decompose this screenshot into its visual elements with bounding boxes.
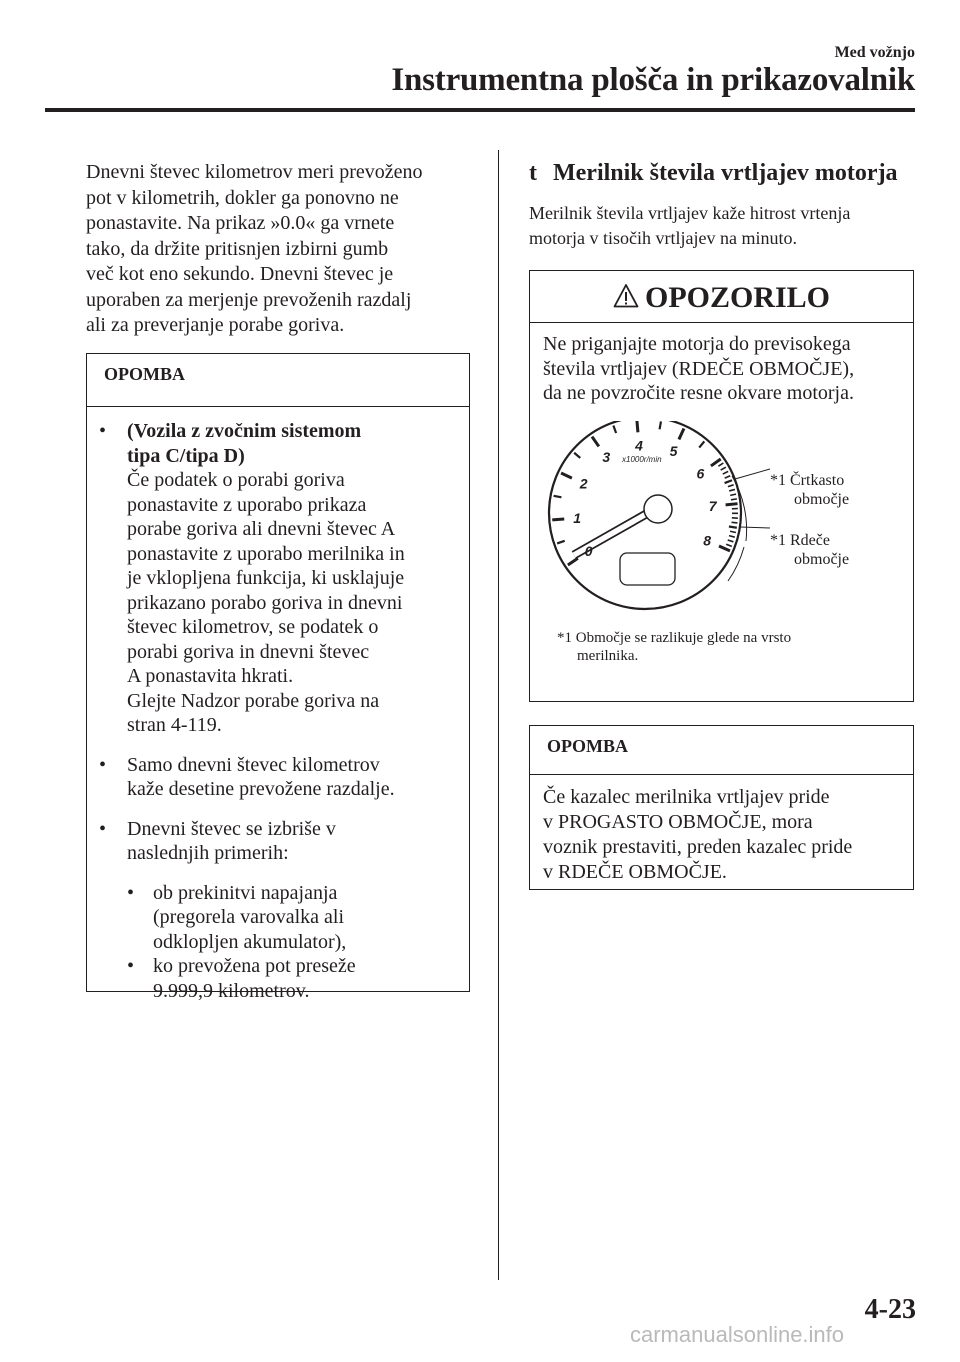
bullet-bold-line: (Vozila z zvočnim sistemom: [127, 420, 362, 442]
tick-mark: [726, 504, 738, 505]
bullet-line: ob prekinitvi napajanja: [153, 881, 338, 904]
note-title: OPOMBA: [104, 364, 185, 384]
gauge-number: 1: [573, 510, 582, 527]
note-sub-bullet: [87, 954, 469, 1003]
text-line: Merilnik števila vrtljajev kaže hitrost vrtenja: [529, 203, 851, 223]
text-line: ali za preverjanje porabe goriva.: [86, 314, 345, 336]
gauge-number: 7: [708, 498, 717, 515]
label-line: *1 Rdeče: [770, 532, 830, 549]
bullet-line: ponastavite z uporabo merilnika in: [127, 542, 405, 565]
bullet-line: 9.999,9 kilometrov.: [153, 979, 310, 1002]
warning-triangle-icon: [613, 283, 639, 309]
tick-mark: [554, 496, 562, 497]
label-line: območje: [794, 491, 850, 508]
footnote-line: *1 Območje se razlikuje glede na vrsto: [557, 630, 792, 646]
bullet-line: A ponastavita hkrati.: [127, 665, 294, 687]
bullet-line: kaže desetine prevožene razdalje.: [127, 778, 395, 800]
bullet-line: ko prevožena pot preseže: [153, 955, 356, 977]
tick-mark: [660, 421, 661, 429]
text-line: motorja v tisočih vrtljajev na minuto.: [529, 228, 797, 248]
tachometer-intro: [529, 201, 919, 251]
chapter-title: Instrumentna plošča in prikazovalnik: [391, 62, 915, 98]
text-line: v RDEČE OBMOČJE.: [543, 861, 727, 883]
label-dashed-zone: [770, 471, 849, 509]
section-title: Med vožnjo: [834, 44, 915, 61]
text-line: ponastavite. Na prikaz »0.0« ga vrnete: [86, 212, 395, 234]
gauge-number: 5: [669, 443, 678, 460]
bullet-line: odklopljen akumulator),: [153, 930, 347, 953]
bullet-line: Če podatek o porabi goriva: [127, 469, 345, 491]
heading-marker: t: [529, 160, 537, 186]
text-line: več kot eno sekundo. Dnevni števec je: [86, 263, 394, 285]
gauge-number: 3: [602, 449, 611, 466]
warning-header: [530, 271, 913, 322]
column-divider: [498, 150, 499, 1280]
text-line: Ne priganjajte motorja do previsokega: [543, 333, 851, 355]
bullet-line: naslednjih primerih:: [127, 842, 289, 864]
tick-mark: [731, 522, 737, 523]
note-title: OPOMBA: [547, 736, 628, 756]
gauge-number: 8: [703, 532, 712, 549]
bullet-line: Glejte Nadzor porabe goriva na: [127, 689, 380, 712]
footnote-line: merilnika.: [577, 648, 639, 664]
bullet-bold-line: tipa C/tipa D): [127, 444, 245, 467]
bullet-line: Samo dnevni števec kilometrov: [127, 753, 380, 776]
text-line: Če kazalec merilnika vrtljajev pride: [543, 786, 830, 808]
bullet-icon: •: [99, 753, 107, 776]
gauge-unit: x1000r/min: [622, 455, 662, 464]
tick-mark: [729, 526, 737, 527]
bullet-line: prikazano porabo goriva in dnevni: [127, 591, 403, 614]
heading-text: Merilnik števila vrtljajev motorja: [553, 160, 898, 186]
note-sub-bullet: [87, 881, 469, 955]
bullet-line: porabe goriva ali dnevni števec A: [127, 518, 396, 540]
tick-mark: [731, 499, 737, 500]
tick-mark: [552, 519, 564, 520]
watermark: carmanualsonline.info: [630, 1322, 845, 1347]
note-text: [530, 775, 913, 885]
bullet-line: ponastavite z uporabo prikaza: [127, 493, 367, 516]
bullet-line: je vklopljena funkcija, ki usklajuje: [127, 567, 405, 589]
warning-title: OPOZORILO: [644, 281, 831, 314]
label-red-zone: [770, 531, 849, 569]
note-bullet: [87, 753, 469, 802]
tachometer-heading: [529, 160, 898, 187]
gauge-number: 4: [635, 437, 643, 454]
bullet-line: Dnevni števec se izbriše v: [127, 817, 336, 840]
bullet-icon: •: [127, 955, 135, 977]
needle-hub: [644, 495, 672, 523]
text-line: da ne povzročite resne okvare motorja.: [543, 382, 854, 404]
bullet-line: števec kilometrov, se podatek o: [127, 616, 379, 638]
text-line: pot v kilometrih, dokler ga ponovno ne: [86, 186, 399, 209]
bullet-line: porabi goriva in dnevni števec: [127, 640, 370, 663]
text-line: v PROGASTO OBMOČJE, mora: [543, 811, 813, 833]
note-bullet: [87, 419, 469, 738]
page-number: 4-23: [864, 1294, 916, 1325]
tick-mark: [637, 421, 638, 432]
text-line: uporaben za merjenje prevoženih razdalj: [86, 288, 412, 311]
note-box-left: [86, 353, 470, 1002]
text-line: števila vrtljajev (RDEČE OBMOČJE),: [543, 357, 855, 380]
bullet-line: (pregorela varovalka ali: [153, 906, 345, 928]
gauge-footnote: [557, 629, 791, 665]
label-line: *1 Črtkasto: [770, 472, 845, 489]
note-bullet: [87, 817, 469, 866]
gauge-number: 2: [579, 475, 588, 492]
bullet-icon: •: [99, 420, 107, 442]
header-rule: [45, 108, 915, 112]
text-line: Dnevni števec kilometrov meri prevoženo: [86, 161, 423, 183]
text-line: tako, da držite pritisnjen izbirni gumb: [86, 237, 389, 260]
label-line: območje: [794, 551, 850, 568]
trip-meter-paragraph: [86, 160, 486, 339]
note-box-right: [529, 725, 914, 890]
note-bullets: [87, 407, 469, 1003]
gauge-number: 0: [584, 543, 593, 560]
text-line: voznik prestaviti, preden kazalec pride: [543, 836, 853, 858]
tachometer-diagram: [530, 421, 913, 621]
warning-text: [530, 323, 913, 406]
bullet-icon: •: [99, 817, 107, 840]
gauge-number: 6: [696, 465, 705, 482]
bullet-icon: •: [127, 881, 135, 904]
warning-box: [529, 270, 914, 702]
bullet-line: stran 4-119.: [127, 714, 222, 736]
